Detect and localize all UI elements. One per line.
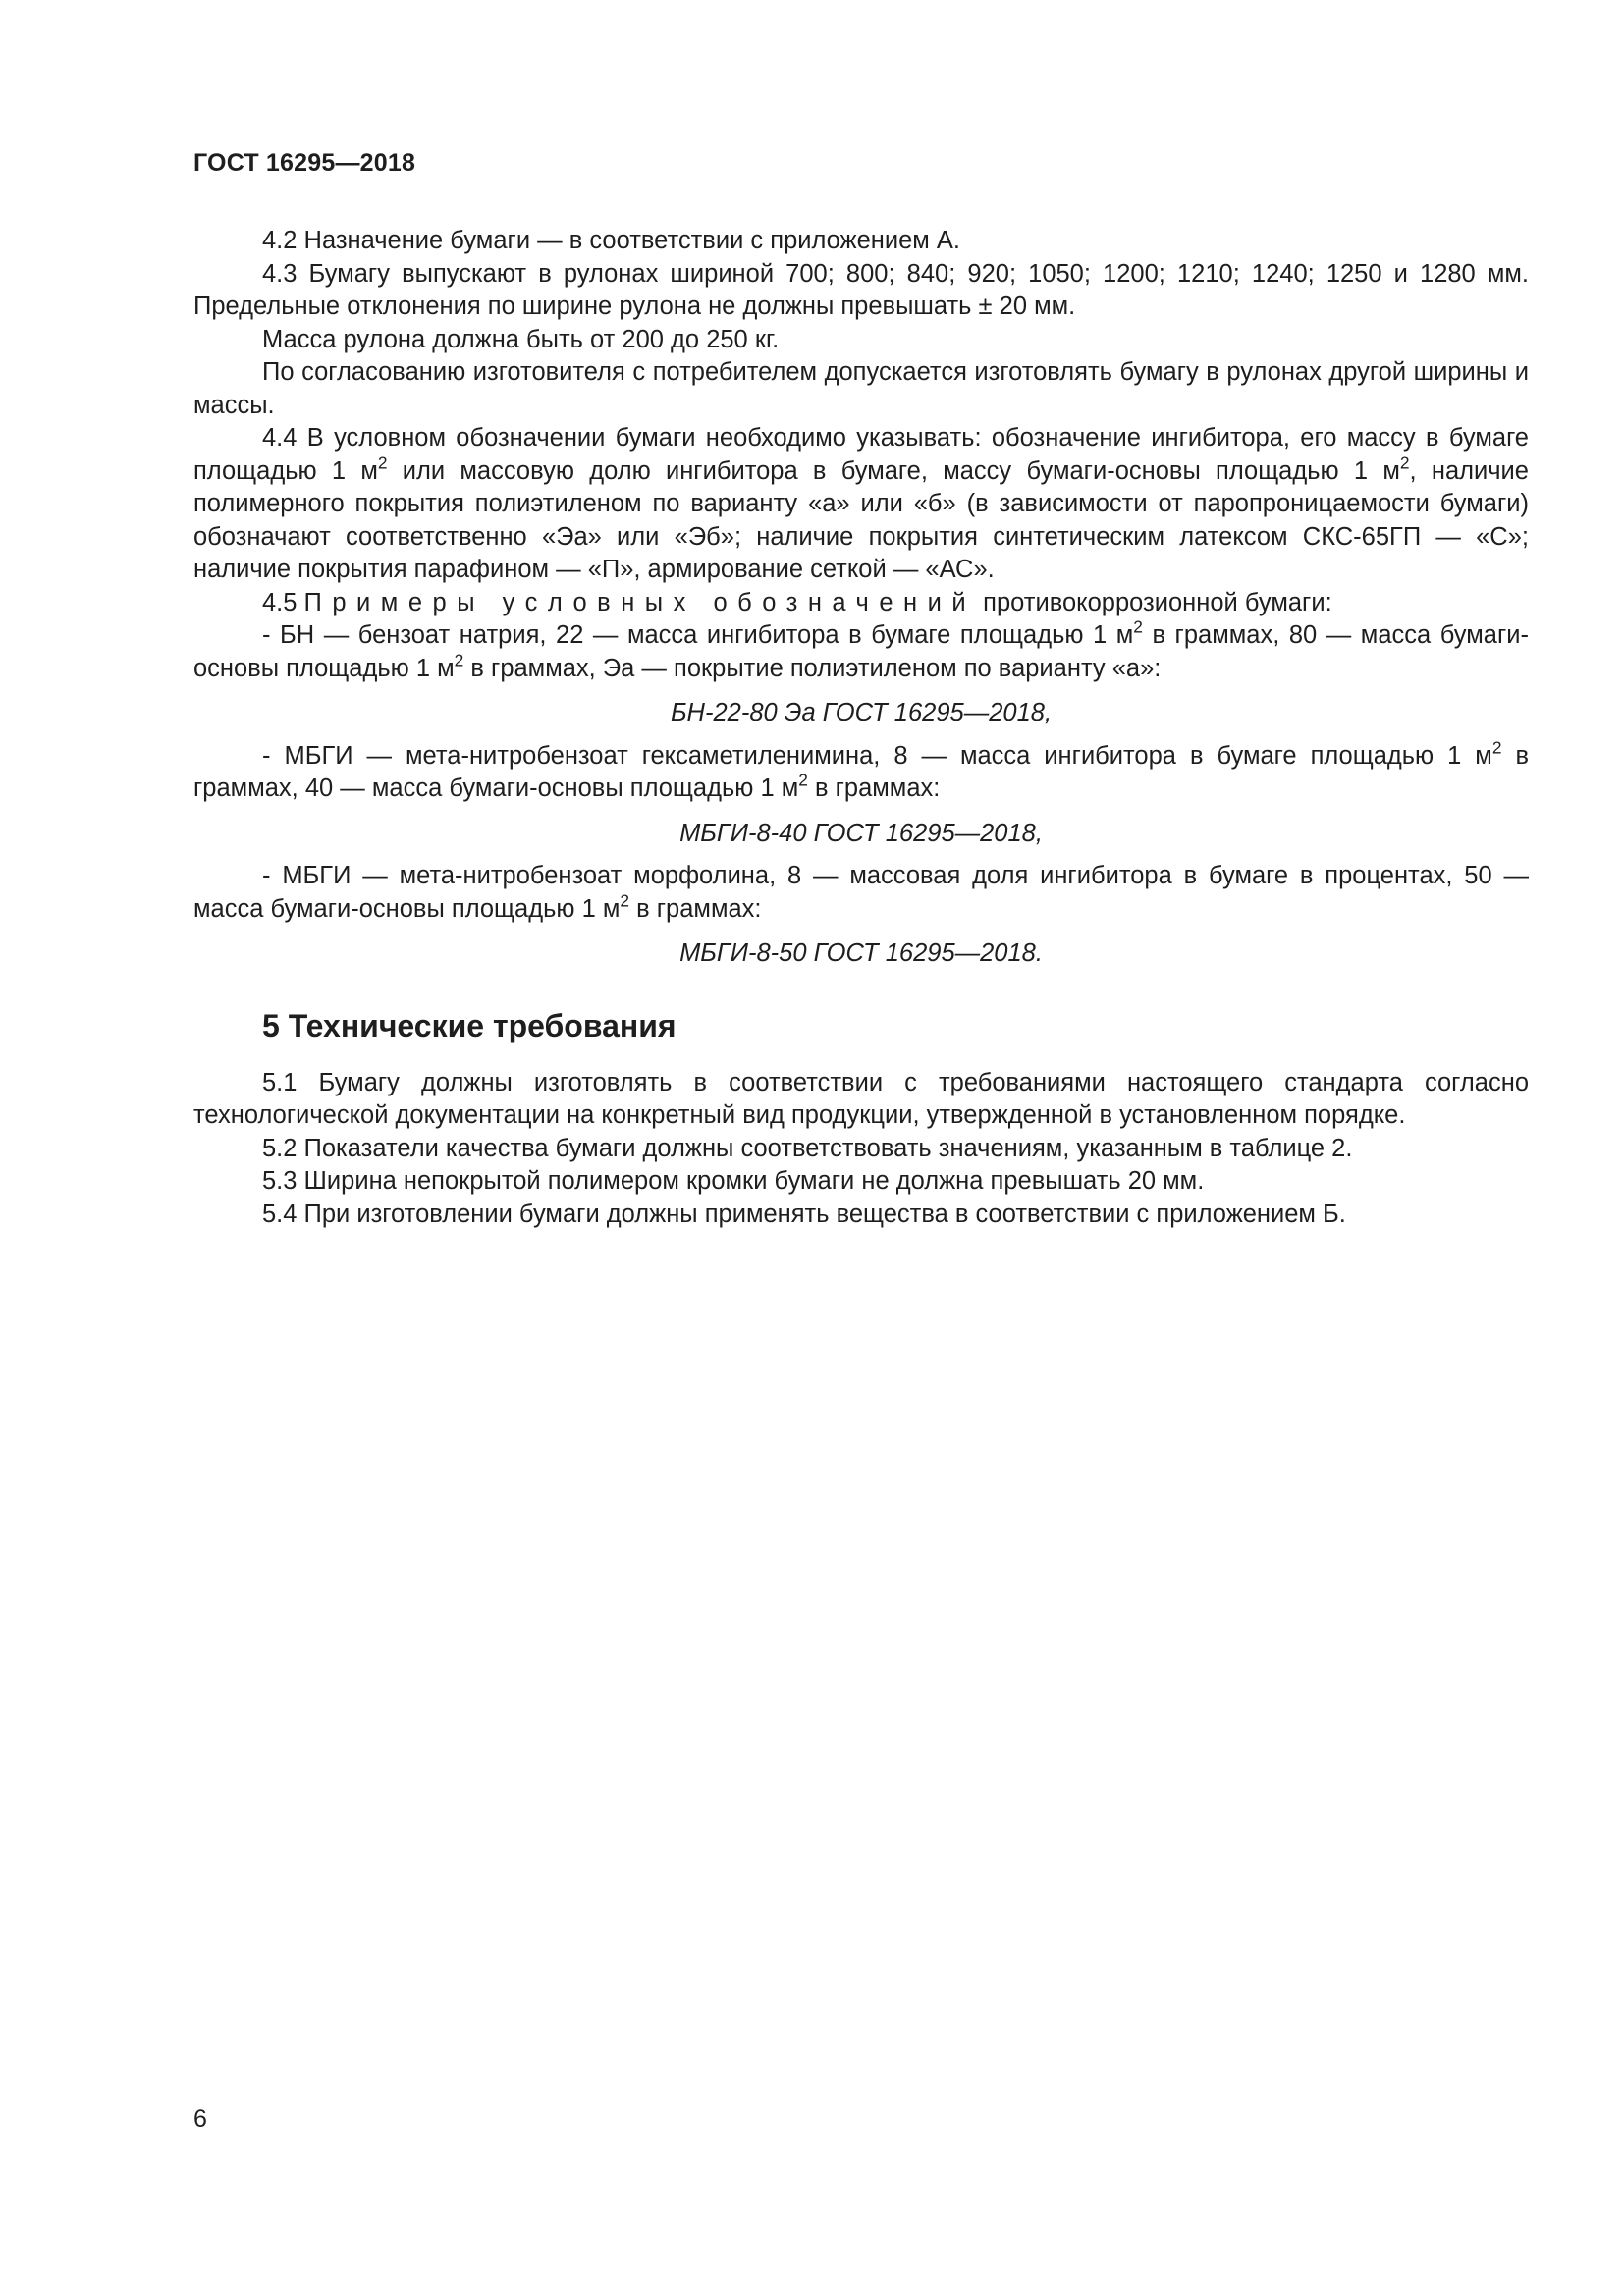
example-2-part3: в граммах: — [807, 774, 941, 802]
example-3-part1: - МБГИ — мета-нитробензоат морфолина, 8 — массовая доля ингибитора в бумаге в процентах, 50 — масса бумаги-основы площадью 1 м — [193, 862, 1529, 923]
paragraph-4-5-spaced-heading: Примеры условных обозначений — [303, 588, 977, 616]
paragraph-4-4-part3: , наличие полимерного покрытия полиэтиленом по варианту «а» или «б» (в зависимости от паропроницаемости бумаги) обозначают соответственно «Эа» или «Эб»; наличие покрытия синтетическим латексом СКС-65ГП — «С»; наличие покрытия парафином — «П», армирование сеткой — «АС». — [193, 456, 1529, 583]
example-3-designation: МБГИ-8-50 ГОСТ 16295—2018. — [679, 939, 1043, 967]
paragraph-5-4: 5.4 При изготовлении бумаги должны применять вещества в соответствии с приложением Б. — [262, 1200, 1346, 1228]
paragraph-4-4-part2: или массовую долю ингибитора в бумаге, массу бумаги-основы площадью 1 м — [387, 456, 1400, 485]
paragraph-5-2: 5.2 Показатели качества бумаги должны соответствовать значениям, указанным в таблице 2. — [262, 1134, 1353, 1162]
example-2-text — [193, 736, 1530, 806]
paragraph-roll-mass: Масса рулона должна быть от 200 до 250 кг. — [262, 325, 780, 353]
example-1-part3: в граммах, Эа — покрытие полиэтиленом по варианту «а»: — [463, 654, 1162, 682]
paragraph-4-5-rest: противокоррозионной бумаги: — [983, 588, 1332, 616]
superscript-2: 2 — [1133, 616, 1143, 637]
paragraph-4-3: 4.3 Бумагу выпускают в рулонах шириной 700; 800; 840; 920; 1050; 1200; 1210; 1240; 1250 и 1280 мм. Предельные отклонения по ширине рулона не должны превышать ± 20 мм. — [193, 259, 1529, 320]
paragraph-4-4-part1: 4.4 В условном обозначении бумаги необходимо указывать: обозначение ингибитора, его массу в бумаге площадью 1 м — [193, 424, 1529, 485]
document-body — [193, 225, 1529, 1231]
superscript-2: 2 — [1491, 736, 1502, 757]
superscript-2: 2 — [1399, 452, 1410, 472]
paragraph-5-1: 5.1 Бумагу должны изготовлять в соответствии с требованиями настоящего стандарта согласно технологической документации на конкретный вид продукции, утвержденной в установленном порядке. — [193, 1068, 1529, 1129]
example-1-part2: в граммах, 80 — масса бумаги-основы площадью 1 м — [193, 621, 1529, 682]
example-2-part1: - МБГИ — мета-нитробензоат гексаметиленимина, 8 — масса ингибитора в бумаге площадью 1 м — [262, 741, 1492, 770]
page-number: 6 — [193, 2106, 207, 2133]
example-1-part1: - БН — бензоат натрия, 22 — масса ингибитора в бумаге площадью 1 м — [262, 621, 1134, 649]
paragraph-4-5-number: 4.5 — [262, 588, 298, 616]
paragraph-4-2: 4.2 Назначение бумаги — в соответствии с приложением А. — [262, 227, 961, 254]
document-header: ГОСТ 16295—2018 — [193, 149, 416, 177]
paragraph-5-3: 5.3 Ширина непокрытой полимером кромки бумаги не должна превышать 20 мм. — [262, 1167, 1205, 1195]
example-2-part2: в граммах, 40 — масса бумаги-основы площадью 1 м — [193, 741, 1530, 802]
example-1-text — [193, 616, 1529, 685]
superscript-2: 2 — [454, 649, 464, 669]
example-1-designation: БН-22-80 Эа ГОСТ 16295—2018, — [670, 699, 1053, 726]
superscript-2: 2 — [798, 770, 808, 790]
example-3-text — [193, 860, 1529, 926]
example-2-designation: МБГИ-8-40 ГОСТ 16295—2018, — [679, 819, 1043, 847]
superscript-2: 2 — [620, 889, 630, 910]
superscript-2: 2 — [377, 452, 388, 472]
example-3-part2: в граммах: — [629, 894, 762, 923]
section-5-title: 5 Технические требования — [262, 1007, 677, 1043]
paragraph-4-4 — [193, 422, 1529, 587]
paragraph-4-5 — [193, 587, 1529, 620]
paragraph-agreement: По согласованию изготовителя с потребителем допускается изготовлять бумагу в рулонах другой ширины и массы. — [193, 358, 1529, 419]
